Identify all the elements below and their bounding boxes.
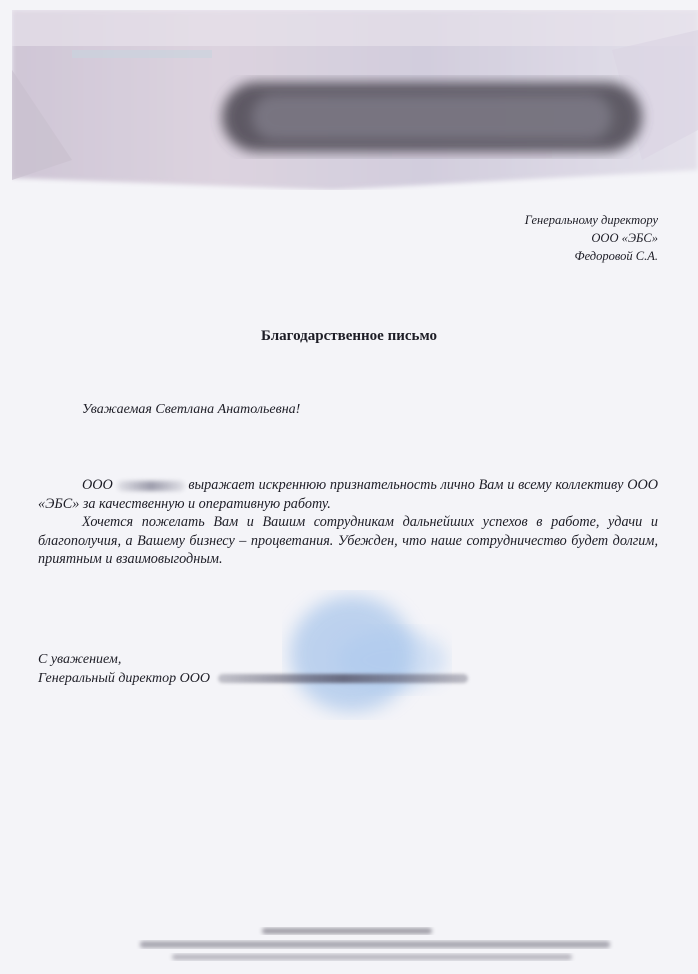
- body-paragraph-2: Хочется пожелать Вам и Вашим сотрудникам дальнейших успехов в работе, удачи и благополучия, а Вашему бизнесу – процветания. Убежден, что наше сотрудничество будет долгим, приятным и взаимовыгодным.: [38, 514, 658, 567]
- closing-regards: С уважением,: [38, 652, 122, 667]
- redacted-signatory-name: [218, 674, 468, 683]
- letter-body: [38, 476, 658, 569]
- greeting-line: Уважаемая Светлана Анатольевна!: [82, 402, 301, 417]
- footer-blurred-details: [0, 926, 698, 966]
- recipient-line-position: Генеральному директору: [524, 213, 658, 227]
- redacted-company-name: [117, 481, 185, 491]
- document-title: Благодарственное письмо: [261, 328, 437, 344]
- closing-signatory-line: [38, 669, 468, 688]
- closing-title: Генеральный директор ООО: [38, 671, 210, 686]
- recipient-block: [525, 211, 658, 265]
- recipient-line-name: Федоровой С.А.: [574, 249, 658, 263]
- body-paragraph-1: [38, 476, 658, 513]
- body-paragraph-1-text: выражает искреннюю признательность лично Вам и всему коллективу ООО «ЭБС» за качественную и оперативную работу.: [38, 477, 658, 512]
- letterhead-banner: [12, 10, 698, 190]
- closing-block: [38, 650, 468, 688]
- recipient-line-company: ООО «ЭБС»: [591, 231, 658, 245]
- company-prefix: ООО: [82, 477, 113, 493]
